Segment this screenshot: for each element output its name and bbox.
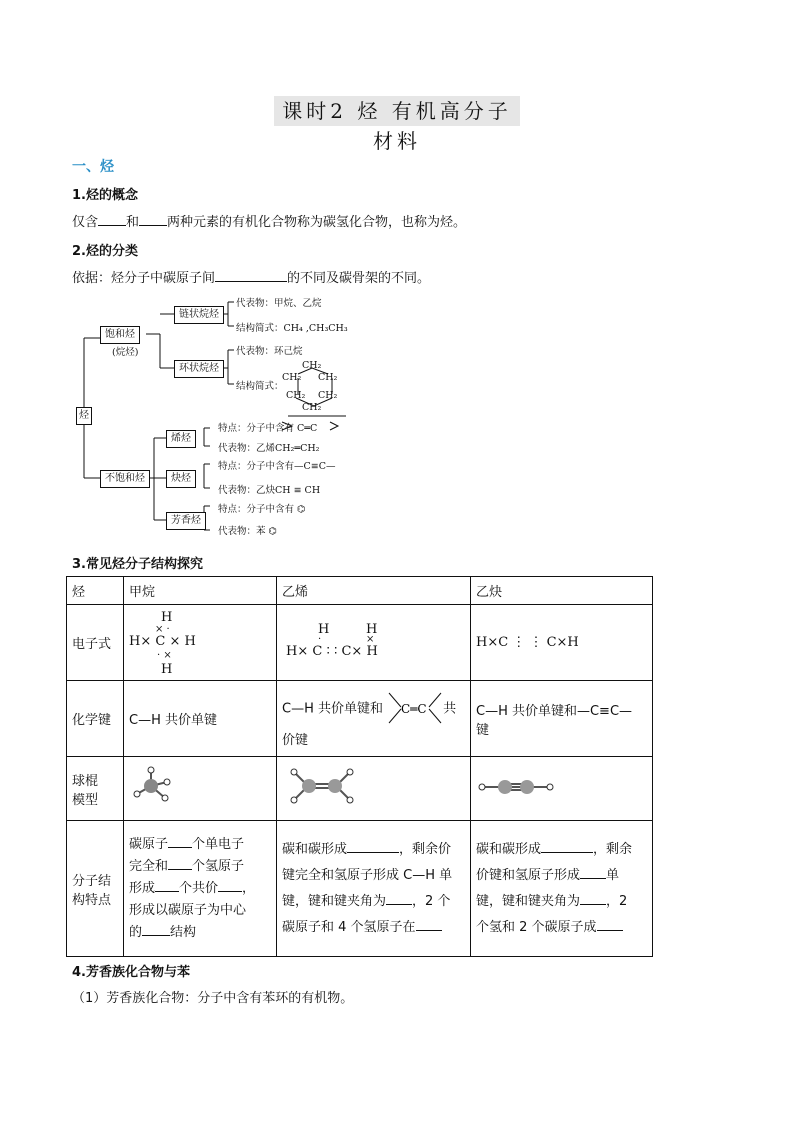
tree-aromatic-rep: 代表物：苯 ⌬ [218, 526, 277, 537]
row-label-bond: 化学键 [67, 681, 124, 757]
ethylene-ball-stick-model [277, 757, 471, 821]
table-row [67, 577, 653, 605]
ethylene-bond: C—H 共价单键和 C═C 共 价键 [277, 681, 471, 757]
tree-alkene-rep: 代表物：乙烯CH₂═CH₂ [218, 443, 320, 454]
tree-root: 烃 [76, 407, 92, 425]
table-header: 甲烷 [124, 577, 277, 605]
ring-ch2: CH₂ [282, 372, 302, 383]
tree-chain-rep: 代表物：甲烷、乙烷 [236, 298, 322, 309]
tree-ring-alkane: 环状烷烃 [174, 360, 224, 378]
classification-paragraph: 依据：烃分子中碳原子间 的不同及碳骨架的不同。 [72, 271, 431, 286]
double-bond-icon [387, 689, 443, 729]
row-label-electron: 电子式 [67, 605, 124, 681]
section-heading: 一、烃 [72, 159, 114, 175]
heading-aromatic: 4.芳香族化合物与苯 [72, 965, 190, 980]
tree-saturated: 饱和烃 [100, 326, 140, 344]
tree-alkene-feat: 特点：分子中含有 C═C [218, 423, 318, 434]
table-row [67, 681, 653, 757]
ethylene-feature: 碳和碳形成 ，剩余价 键完全和氢原子形成 C—H 单 键，键和键夹角为 ，2 个 碳原子和 4 个氢原子在 [277, 821, 471, 957]
ring-ch2: CH₂ [286, 390, 306, 401]
heading-classification: 2.烃的分类 [72, 244, 138, 259]
tree-chain-alkane: 链状烷烃 [174, 306, 224, 324]
tree-alkene: 烯烃 [166, 430, 196, 448]
ring-ch2: CH₂ [302, 402, 322, 413]
ring-ch2: CH₂ [318, 390, 338, 401]
methane-ball-stick-model [124, 757, 277, 821]
benzene-ring-icon: ⌬ [268, 526, 277, 537]
methane-electron-formula: H × · H× C × H · × H [124, 605, 277, 681]
table-header: 乙烯 [277, 577, 471, 605]
tree-ring-rep: 代表物：环己烷 [236, 346, 303, 357]
structure-table [66, 576, 653, 957]
row-label-model: 球棍 模型 [67, 757, 124, 821]
acetylene-ball-stick-model [471, 757, 653, 821]
tree-alkyne-feat: 特点：分子中含有—C≡C— [218, 461, 336, 472]
heading-structure: 3.常见烃分子结构探究 [72, 557, 203, 572]
methane-bond: C—H 共价单键 [124, 681, 277, 757]
ethylene-electron-formula: H H · × H× C ∶ ∶ C× H [277, 605, 471, 681]
tree-aromatic: 芳香烃 [166, 512, 206, 530]
table-row [67, 821, 653, 957]
tree-unsaturated: 不饱和烃 [100, 470, 150, 488]
tree-ring-struct: 结构简式： [236, 381, 284, 392]
page-title: 课时2 烃 有机高分子材料 [274, 96, 520, 126]
acetylene-feature: 碳和碳形成 ，剩余 价键和氢原子形成 单 键，键和键夹角为 ，2 个氢和 2 个碳原子成 [471, 821, 653, 957]
ring-ch2: CH₂ [318, 372, 338, 383]
methane-feature: 碳原子 个单电子 完全和 个氢原子 形成 个共价 ， 形成以碳原子为中心 的 结构 [124, 821, 277, 957]
methane-model-icon [129, 764, 179, 810]
table-header: 乙炔 [471, 577, 653, 605]
row-label-feature: 分子结 构特点 [67, 821, 124, 957]
benzene-ring-icon: ⌬ [297, 504, 306, 515]
tree-alkyne-rep: 代表物：乙炔CH ≡ CH [218, 485, 321, 496]
svg-text:C═C: C═C [401, 702, 427, 716]
tree-chain-struct: 结构简式：CH₄ ,CH₃CH₃ [236, 323, 348, 334]
ring-ch2: CH₂ [302, 360, 322, 371]
table-row [67, 757, 653, 821]
ethylene-model-icon [282, 764, 362, 810]
acetylene-electron-formula: H×C ⋮ ⋮ C×H [471, 605, 653, 681]
heading-concept: 1.烃的概念 [72, 188, 138, 203]
acetylene-bond: C—H 共价单键和—C≡C— 键 [471, 681, 653, 757]
acetylene-model-icon [476, 772, 556, 802]
tree-aromatic-feat: 特点：分子中含有 ⌬ [218, 504, 306, 515]
aromatic-paragraph: （1）芳香族化合物：分子中含有苯环的有机物。 [72, 991, 354, 1006]
tree-saturated-alias: (烷烃) [112, 347, 139, 358]
table-header: 烃 [67, 577, 124, 605]
concept-paragraph: 仅含 和 两种元素的有机化合物称为碳氢化合物，也称为烃。 [72, 215, 467, 230]
table-row [67, 605, 653, 681]
tree-alkyne: 炔烃 [166, 470, 196, 488]
